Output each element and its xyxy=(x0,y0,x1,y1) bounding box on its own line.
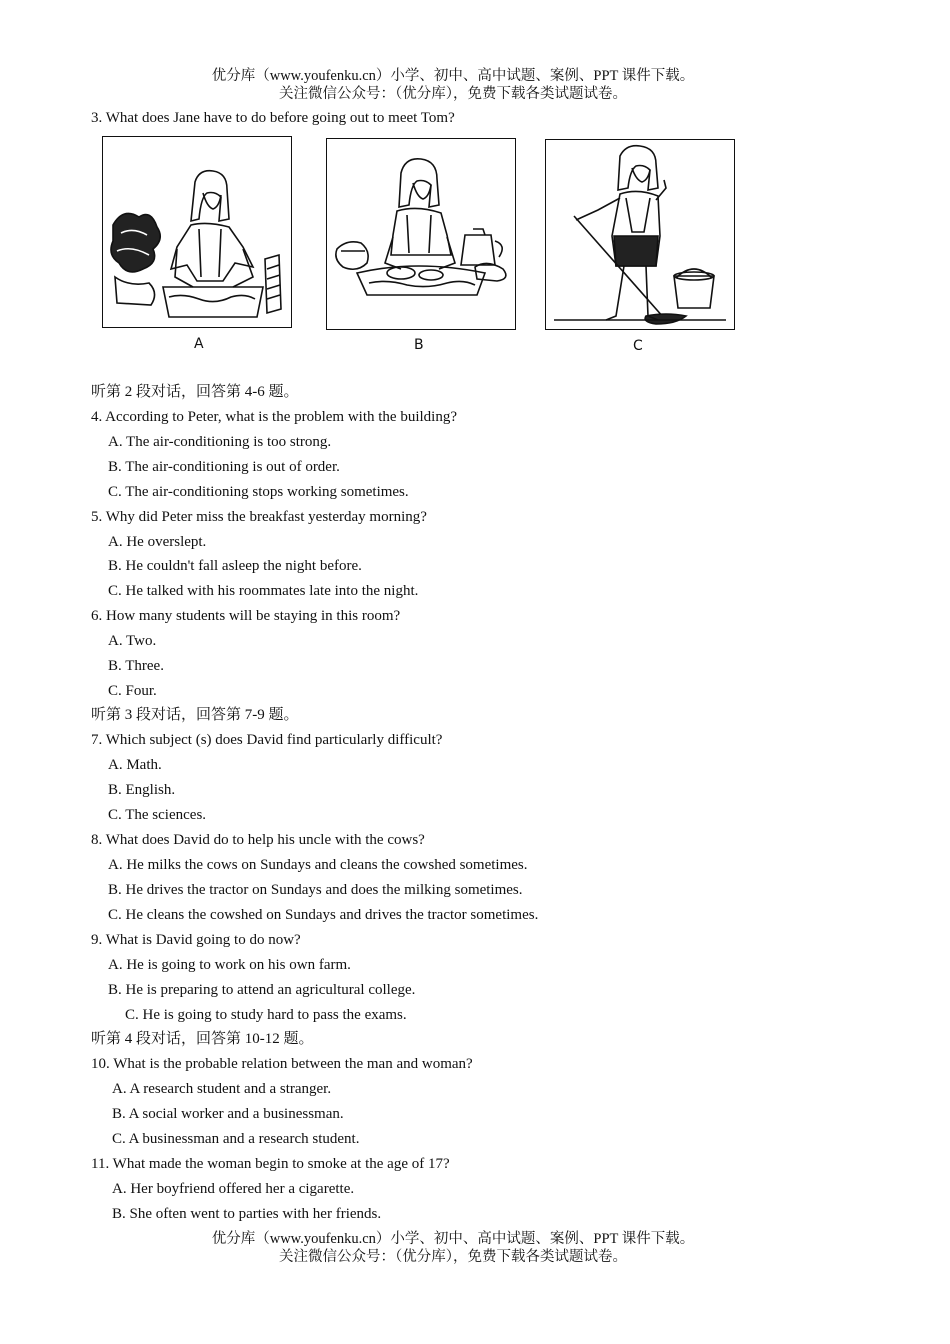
section-2-instruction: 听第 2 段对话，回答第 4-6 题。 xyxy=(91,384,299,400)
picture-a-washing-clothes xyxy=(102,136,292,328)
question-11-option-a: A. Her boyfriend offered her a cigarette. xyxy=(112,1181,355,1197)
question-6: 6. How many students will be staying in this room? xyxy=(91,608,401,624)
question-5-option-c: C. He talked with his roommates late into the night. xyxy=(108,583,419,599)
picture-c-mopping-floor xyxy=(545,139,735,330)
question-10-option-b: B. A social worker and a businessman. xyxy=(112,1106,344,1122)
question-6-option-c: C. Four. xyxy=(108,683,157,699)
girl-washing-dishes-icon xyxy=(327,139,515,329)
question-11-option-b: B. She often went to parties with her friends. xyxy=(112,1206,382,1222)
question-10-option-a: A. A research student and a stranger. xyxy=(112,1081,332,1097)
page-header-line-2: 关注微信公众号：（优分库），免费下载各类试题试卷。 xyxy=(279,86,627,102)
picture-b-label: B xyxy=(414,337,424,353)
question-7-option-a: A. Math. xyxy=(108,757,162,773)
question-7: 7. Which subject (s) does David find particularly difficult? xyxy=(91,732,443,748)
question-4-option-a: A. The air-conditioning is too strong. xyxy=(108,434,332,450)
question-5: 5. Why did Peter miss the breakfast yesterday morning? xyxy=(91,509,427,525)
picture-a-label: A xyxy=(194,336,204,352)
question-5-option-a: A. He overslept. xyxy=(108,534,207,550)
question-4-option-b: B. The air-conditioning is out of order. xyxy=(108,459,340,475)
page-header-line-1: 优分库（www.youfenku.cn）小学、初中、高中试题、案例、PPT 课件下载。 xyxy=(211,68,695,84)
question-7-option-b: B. English. xyxy=(108,782,176,798)
girl-washing-clothes-icon xyxy=(103,137,291,327)
question-9: 9. What is David going to do now? xyxy=(91,932,301,948)
question-8-option-a: A. He milks the cows on Sundays and cleans the cowshed sometimes. xyxy=(108,857,528,873)
question-9-option-c: C. He is going to study hard to pass the exams. xyxy=(125,1007,407,1023)
question-5-option-b: B. He couldn't fall asleep the night before. xyxy=(108,558,362,574)
question-6-option-a: A. Two. xyxy=(108,633,157,649)
question-9-option-a: A. He is going to work on his own farm. xyxy=(108,957,351,973)
section-3-instruction: 听第 3 段对话，回答第 7-9 题。 xyxy=(91,707,299,723)
question-7-option-c: C. The sciences. xyxy=(108,807,207,823)
girl-mopping-floor-icon xyxy=(546,140,734,329)
question-10-option-c: C. A businessman and a research student. xyxy=(112,1131,360,1147)
question-11: 11. What made the woman begin to smoke at the age of 17? xyxy=(91,1156,450,1172)
question-8: 8. What does David do to help his uncle with the cows? xyxy=(91,832,425,848)
picture-b-washing-dishes xyxy=(326,138,516,330)
question-8-option-c: C. He cleans the cowshed on Sundays and drives the tractor sometimes. xyxy=(108,907,539,923)
question-6-option-b: B. Three. xyxy=(108,658,164,674)
picture-c-label: C xyxy=(633,338,643,354)
question-8-option-b: B. He drives the tractor on Sundays and does the milking sometimes. xyxy=(108,882,523,898)
page-footer-line-1: 优分库（www.youfenku.cn）小学、初中、高中试题、案例、PPT 课件下载。 xyxy=(211,1231,695,1247)
question-4-option-c: C. The air-conditioning stops working sometimes. xyxy=(108,484,409,500)
question-3: 3. What does Jane have to do before going out to meet Tom? xyxy=(91,110,455,126)
question-9-option-b: B. He is preparing to attend an agricultural college. xyxy=(108,982,416,998)
question-4: 4. According to Peter, what is the problem with the building? xyxy=(91,409,457,425)
question-10: 10. What is the probable relation between the man and woman? xyxy=(91,1056,473,1072)
section-4-instruction: 听第 4 段对话，回答第 10-12 题。 xyxy=(91,1031,314,1047)
page-footer-line-2: 关注微信公众号：（优分库），免费下载各类试题试卷。 xyxy=(279,1249,627,1265)
